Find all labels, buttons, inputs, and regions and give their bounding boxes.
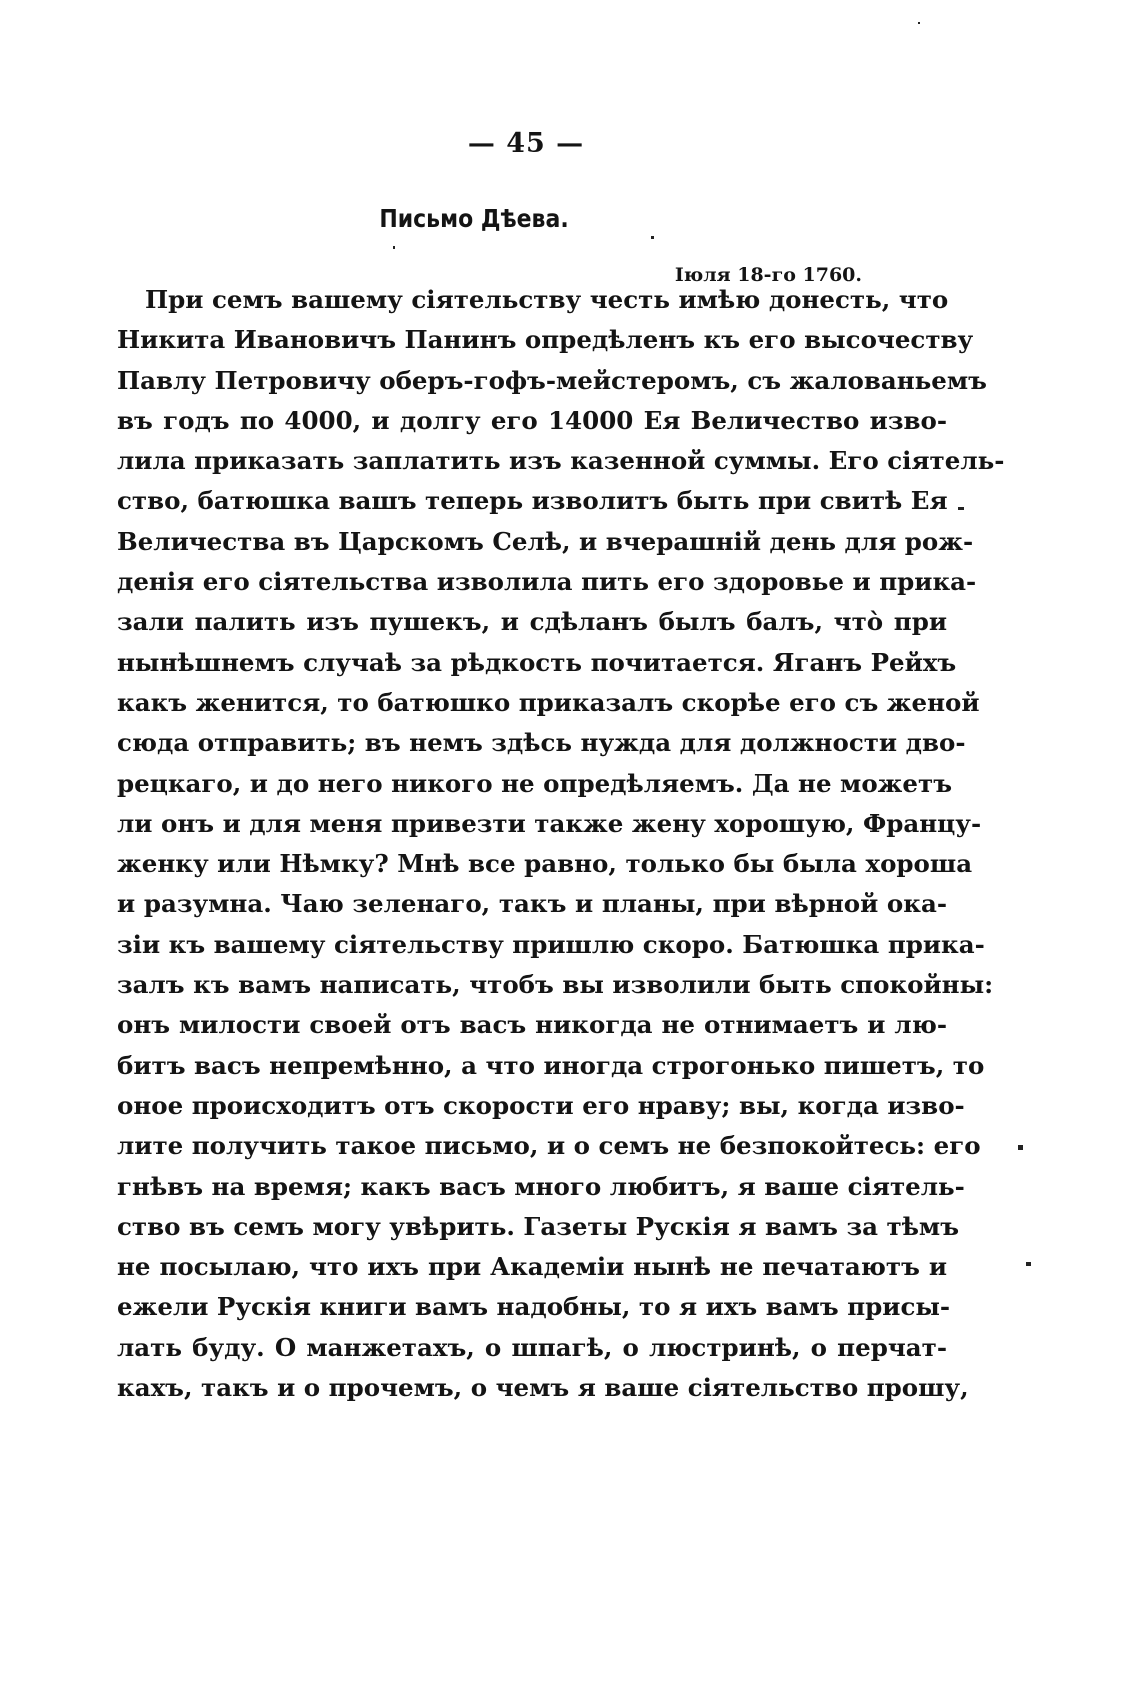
- body-line: залъ къ вамъ написать, чтобъ вы изволили быть спокойны:: [117, 970, 994, 1000]
- body-line: При семъ вашему сіятельству честь имѣю донесть, что: [145, 285, 949, 314]
- body-line: лила приказать заплатить изъ казенной суммы. Его сіятель-: [117, 446, 1005, 476]
- body-line: ежели Рускія книги вамъ надобны, то я ихъ вамъ присы-: [117, 1292, 951, 1322]
- body-line: и разумна. Чаю зеленаго, такъ и планы, при вѣрной ока-: [117, 889, 947, 919]
- scan-speck: [918, 22, 920, 24]
- body-line: Павлу Петровичу оберъ-гофъ-мейстеромъ, съ жалованьемъ: [117, 365, 987, 395]
- body-line: Никита Ивановичъ Панинъ опредѣленъ къ его высочеству: [117, 325, 974, 355]
- body-line: нынѣшнемъ случаѣ за рѣдкость почитается. Яганъ Рейхъ: [117, 647, 957, 677]
- letter-body: [117, 280, 1005, 1408]
- body-line: рецкаго, и до него никого не опредѣляемъ. Да не можетъ: [117, 768, 952, 798]
- body-line: Величества въ Царскомъ Селѣ, и вчерашній день для рож-: [117, 526, 974, 556]
- body-line: зіи къ вашему сіятельству пришлю скоро. Батюшка прика-: [117, 929, 985, 959]
- body-line: зали палить изъ пушекъ, и сдѣланъ былъ балъ, что̀ при: [117, 607, 947, 637]
- body-line: ство, батюшка вашъ теперь изволитъ быть при свитѣ Ея: [117, 486, 948, 516]
- body-line: гнѣвъ на время; какъ васъ много любитъ, я ваше сіятель-: [117, 1171, 965, 1201]
- scan-speck: [393, 246, 395, 249]
- body-line: денія его сіятельства изволила пить его здоровье и прика-: [117, 567, 977, 597]
- body-line: онъ милости своей отъ васъ никогда не отнимаетъ и лю-: [117, 1010, 947, 1040]
- body-line: въ годъ по 4000, и долгу его 14000 Ея Величество изво-: [117, 405, 947, 435]
- scan-speck: [651, 236, 654, 239]
- letter-date: Іюля 18-го 1760.: [674, 264, 862, 286]
- body-line: битъ васъ непремѣнно, а что иногда строгонько пишетъ, то: [117, 1050, 985, 1080]
- body-line: лать буду. О манжетахъ, о шпагѣ, о люстринѣ, о перчат-: [117, 1332, 947, 1362]
- body-line: женку или Нѣмку? Мнѣ все равно, только бы была хороша: [117, 849, 973, 879]
- body-line: не посылаю, что ихъ при Академіи нынѣ не печатаютъ и: [117, 1252, 947, 1282]
- page-number: — 45 —: [467, 128, 585, 159]
- body-line: лите получить такое письмо, и о семъ не безпокойтесь: его: [117, 1131, 981, 1161]
- letter-title: Письмо Дѣева.: [379, 204, 569, 233]
- scan-speck: [1026, 1262, 1031, 1266]
- body-line: ли онъ и для меня привезти также жену хорошую, Францу-: [117, 808, 982, 838]
- body-line: кахъ, такъ и о прочемъ, о чемъ я ваше сіятельство прошу,: [117, 1373, 969, 1403]
- body-line: ство въ семъ могу увѣрить. Газеты Рускія я вамъ за тѣмъ: [117, 1211, 959, 1241]
- scan-speck: [1018, 1145, 1023, 1150]
- scan-speck: [958, 507, 964, 510]
- body-line: какъ женится, то батюшко приказалъ скорѣе его съ женой: [117, 687, 980, 717]
- body-line: сюда отправить; въ немъ здѣсь нужда для должности дво-: [117, 728, 966, 758]
- body-line: оное происходитъ отъ скорости его нраву; вы, когда изво-: [117, 1090, 965, 1120]
